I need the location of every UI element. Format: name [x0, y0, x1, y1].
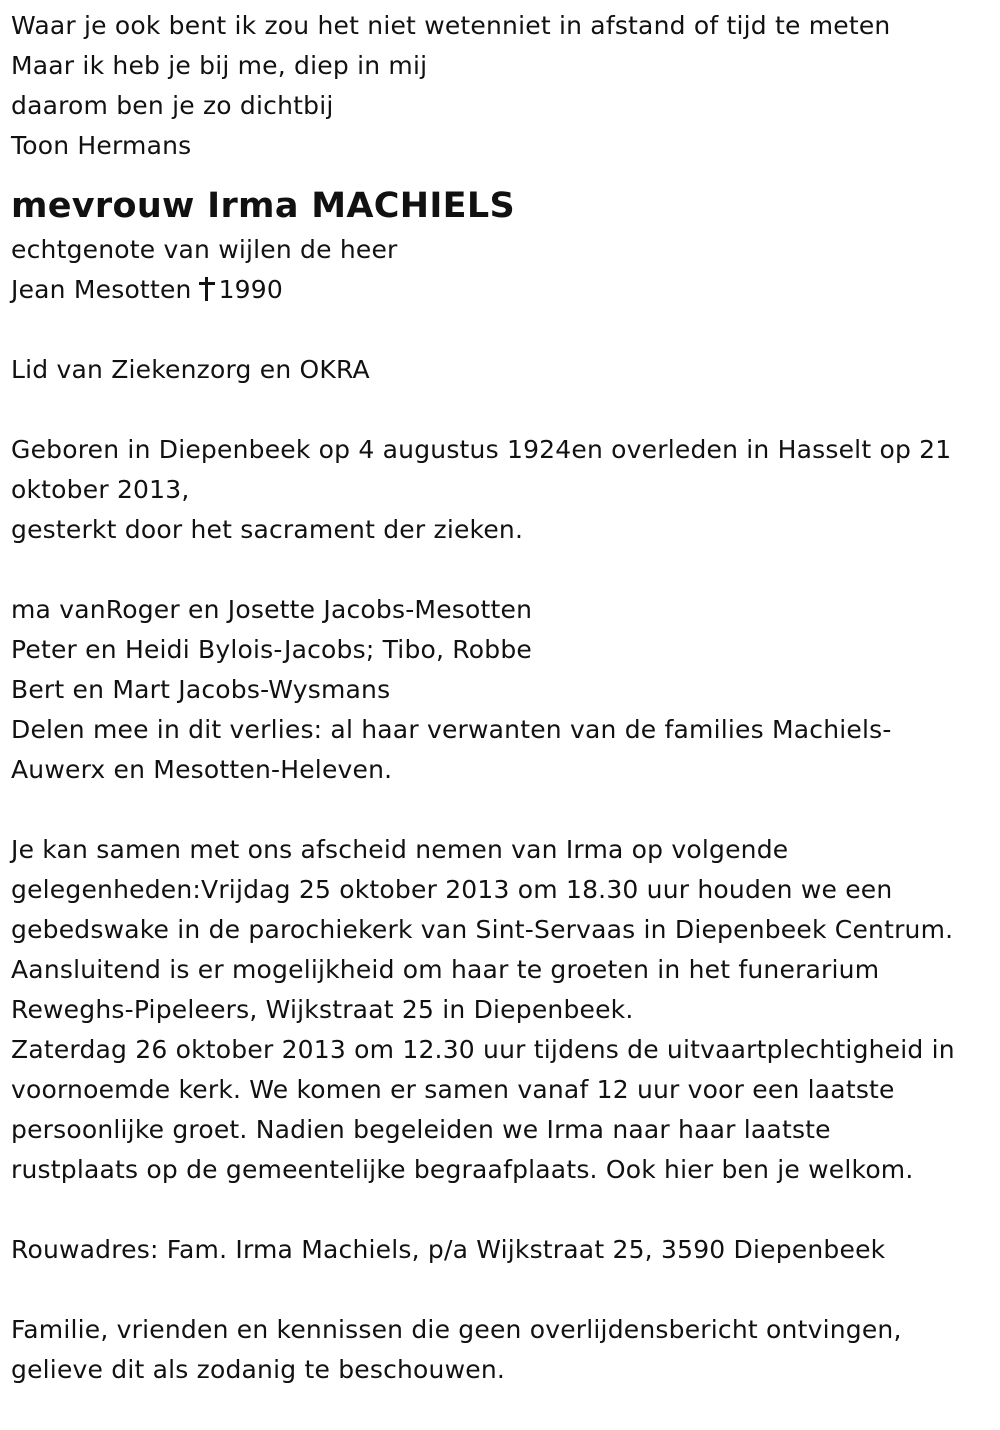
birth-death-line: gesterkt door het sacrament der zieken. [11, 515, 524, 544]
quote-author: Toon Hermans [11, 131, 192, 160]
birth-death-section [11, 430, 1000, 550]
family-line: Peter en Heidi Bylois-Jacobs; Tibo, Robbe [11, 635, 532, 664]
ceremony-line: voornoemde kerk. We komen er samen vanaf 12 uur voor een laatste [11, 1075, 895, 1104]
closing-line: Familie, vrienden en kennissen die geen overlijdensbericht ontvingen, [11, 1315, 902, 1344]
birth-death-line: oktober 2013, [11, 475, 190, 504]
spouse-section [11, 230, 1000, 310]
ceremony-line: persoonlijke groet. Nadien begeleiden we Irma naar haar laatste [11, 1115, 831, 1144]
ceremony-section [11, 830, 1000, 1190]
spouse-death-year: 1990 [218, 275, 284, 304]
family-line: ma vanRoger en Josette Jacobs-Mesotten [11, 595, 533, 624]
ceremony-line: gelegenheden:Vrijdag 25 oktober 2013 om 18.30 uur houden we een [11, 875, 893, 904]
spouse-intro: echtgenote van wijlen de heer [11, 235, 398, 264]
ceremony-line: Zaterdag 26 oktober 2013 om 12.30 uur tijdens de uitvaartplechtigheid in [11, 1035, 955, 1064]
closing-line: gelieve dit als zodanig te beschouwen. [11, 1355, 506, 1384]
ceremony-line: Reweghs-Pipeleers, Wijkstraat 25 in Diepenbeek. [11, 995, 634, 1024]
ceremony-line: rustplaats op de gemeentelijke begraafplaats. Ook hier ben je welkom. [11, 1155, 914, 1184]
quote-section [11, 6, 1000, 166]
quote-line: daarom ben je zo dichtbij [11, 91, 334, 120]
deceased-name: mevrouw Irma MACHIELS [11, 186, 515, 226]
ceremony-line: gebedswake in de parochiekerk van Sint-Servaas in Diepenbeek Centrum. [11, 915, 954, 944]
family-line: Auwerx en Mesotten-Heleven. [11, 755, 393, 784]
ceremony-line: Aansluitend is er mogelijkheid om haar te groeten in het funerarium [11, 955, 880, 984]
family-line: Bert en Mart Jacobs-Wysmans [11, 675, 391, 704]
spouse-line [11, 270, 1000, 310]
cross-icon [199, 277, 215, 301]
ceremony-line: Je kan samen met ons afscheid nemen van Irma op volgende [11, 835, 789, 864]
quote-line: Waar je ook bent ik zou het niet wetenniet in afstand of tijd te meten [11, 11, 891, 40]
mourning-address: Rouwadres: Fam. Irma Machiels, p/a Wijkstraat 25, 3590 Diepenbeek [11, 1235, 886, 1264]
membership: Lid van Ziekenzorg en OKRA [11, 355, 370, 384]
family-line: Delen mee in dit verlies: al haar verwanten van de families Machiels- [11, 715, 892, 744]
birth-death-line: Geboren in Diepenbeek op 4 augustus 1924en overleden in Hasselt op 21 [11, 435, 952, 464]
family-section [11, 590, 1000, 790]
closing-section [11, 1310, 1000, 1390]
quote-line: Maar ik heb je bij me, diep in mij [11, 51, 428, 80]
spouse-name: Jean Mesotten [11, 275, 192, 304]
